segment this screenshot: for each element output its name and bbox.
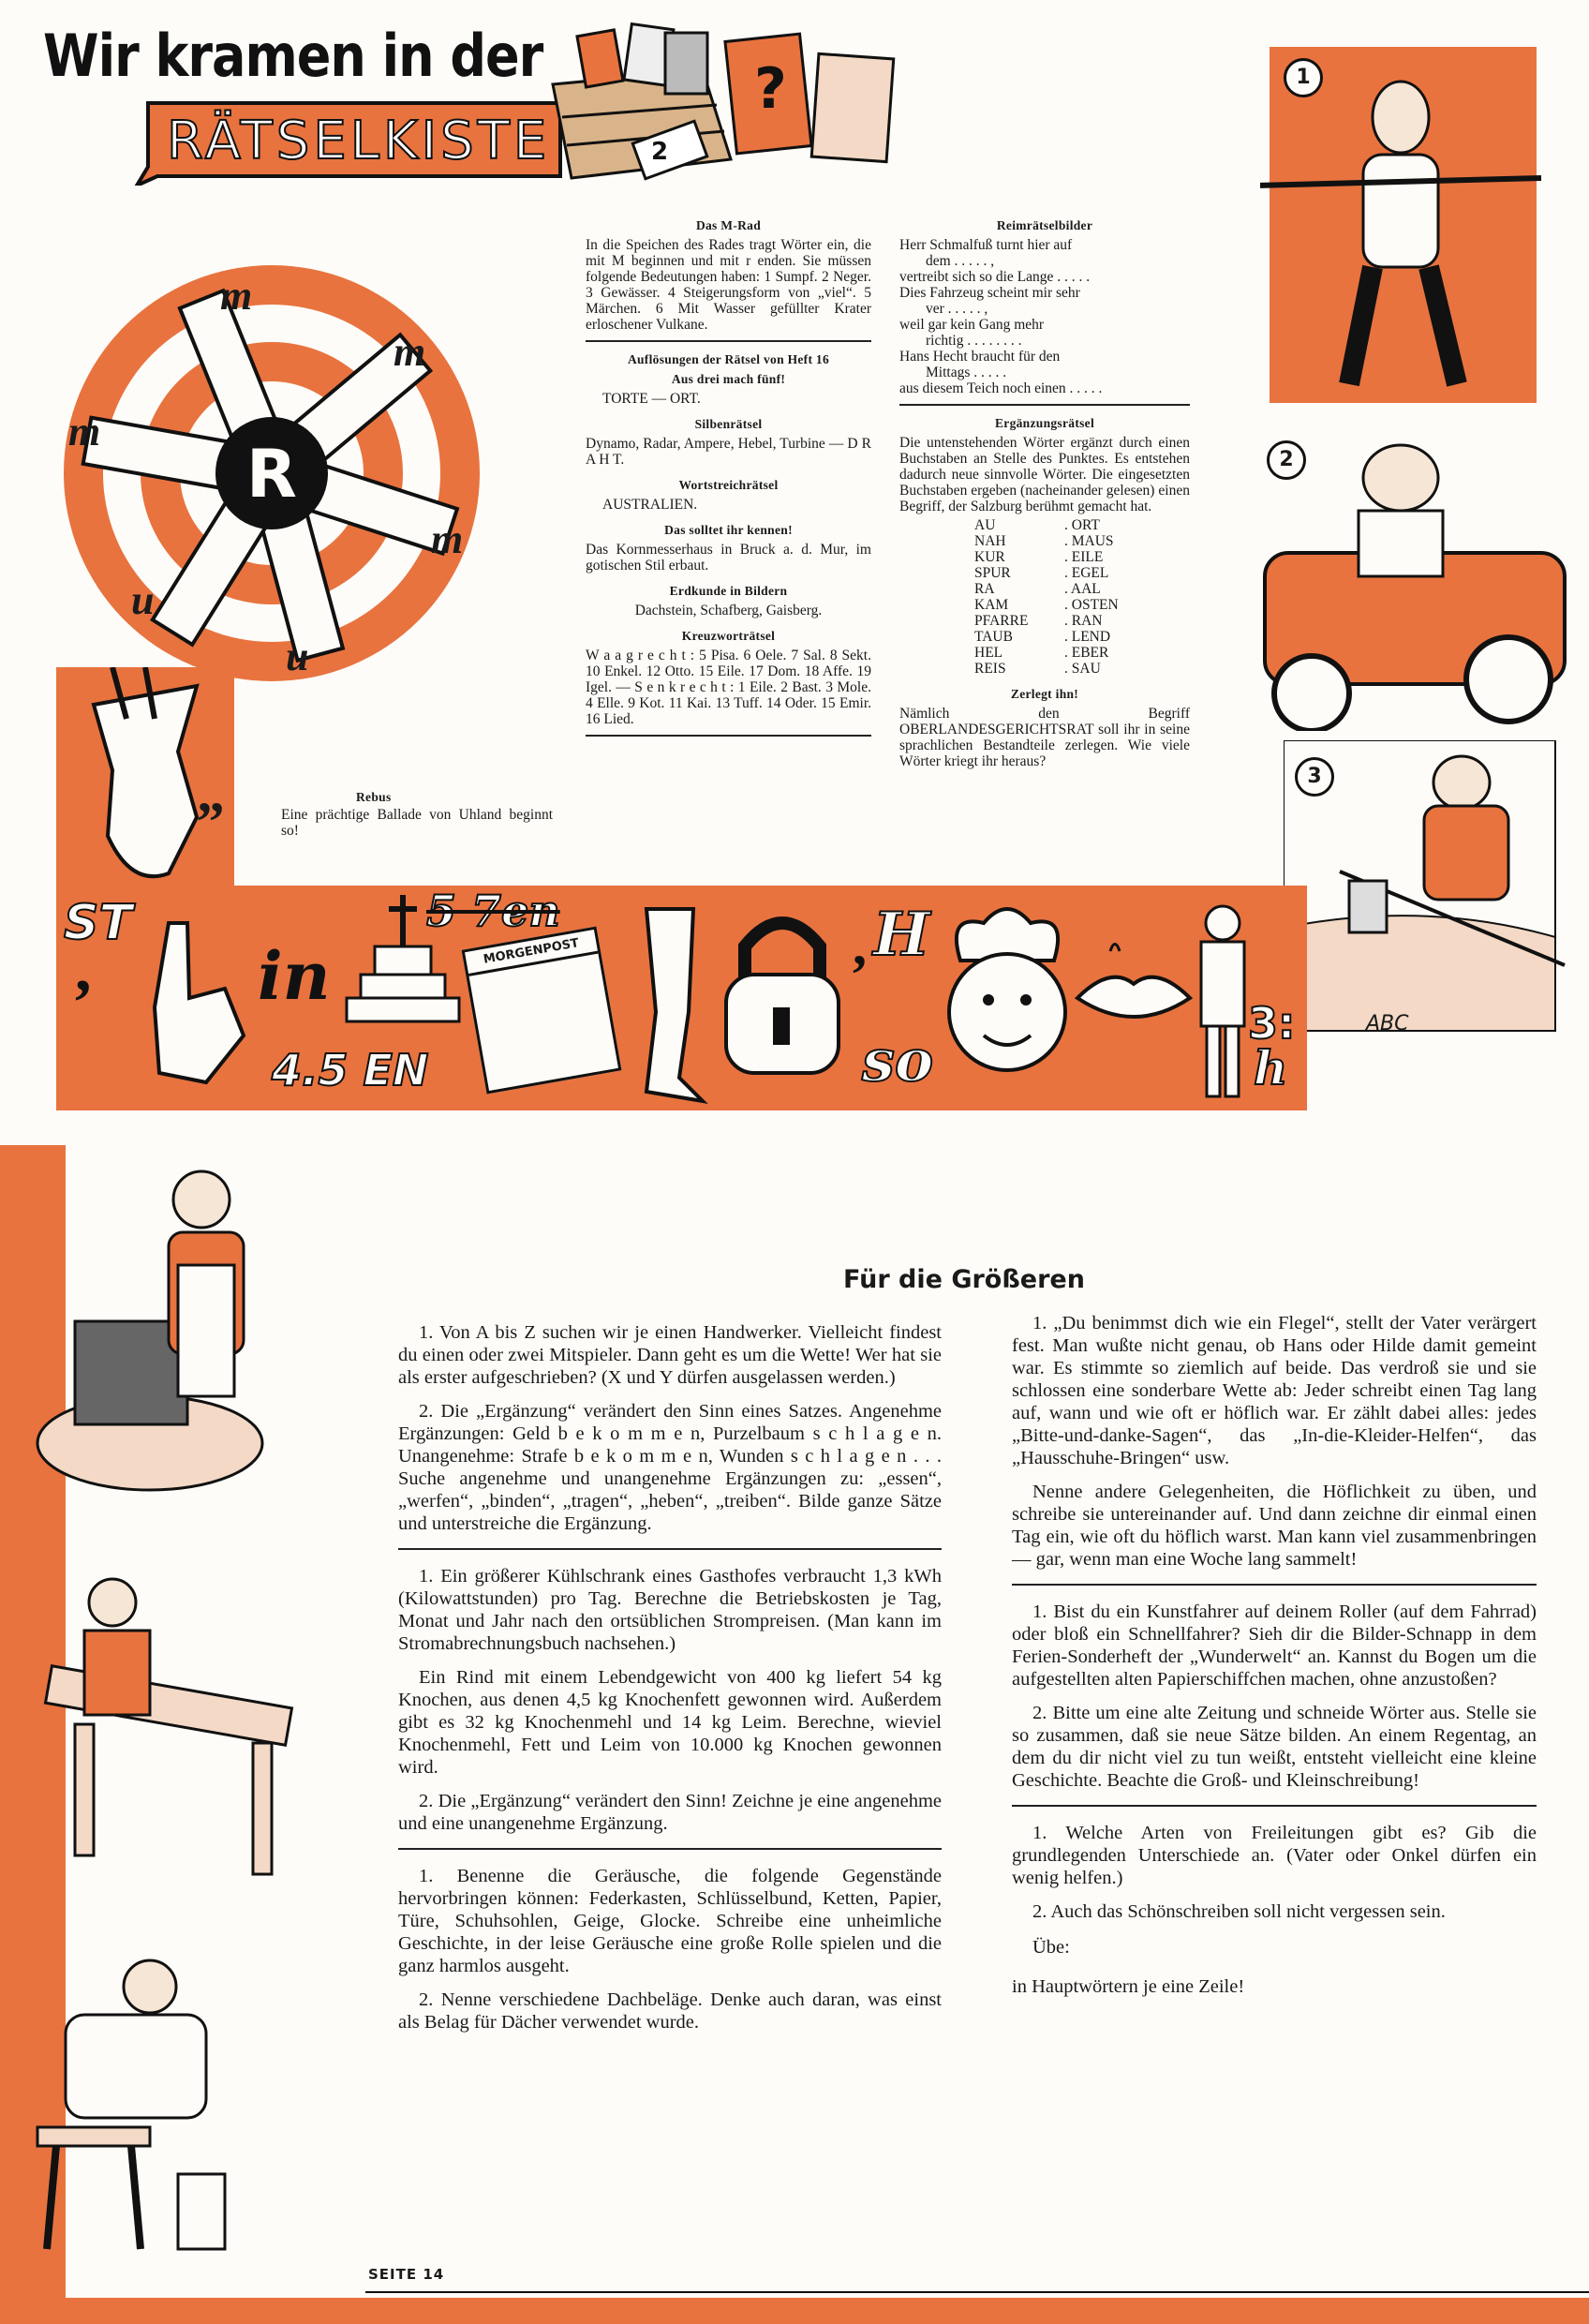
solution-text: AUSTRALIEN. [602,497,698,513]
rebus-glyph-so: so [862,1026,934,1095]
picture-label-3: 3 [1295,757,1334,797]
task-paragraph: 2. Auch das Schönschreiben soll nicht vergessen sein. [1032,1901,1446,1922]
svg-text:?: ? [754,56,787,122]
zerlegt-title: Zerlegt ihn! [1010,687,1079,701]
leg-icon [628,900,712,1106]
solution-title: Kreuzworträtsel [681,629,776,643]
rebus-glyph-h: H [873,900,930,970]
rebus-quote: „ [197,762,225,824]
task-block [398,1865,942,2034]
table-cell: . MAUS [1064,533,1114,549]
reim-line: aus diesem Teich noch einen . . . . . [899,380,1103,396]
page-number: SEITE 14 [368,2266,445,2283]
reim-line: ver . . . . . , [926,301,988,317]
task-paragraph: 2. Nenne verschiedene Dachbeläge. Denke auch daran, was einst als Belag für Dächer verwendet wurde. [398,1989,942,2033]
spoke-letter: u [131,577,155,623]
table-cell: TAUB [974,629,1013,645]
solution-title: Wortstreichrätsel [678,478,779,492]
rebus-donkey [56,667,234,892]
groessere-left-column [398,1321,942,2045]
zerlegt-text: Nämlich den Begriff OBERLANDESGERICHTSRAT soll ihr in seine sprachlichen Bestandteile zerlegen. Wie viele Wörter kriegt ihr heraus? [899,706,1190,769]
reim-line: Dies Fahrzeug scheint mir sehr [899,285,1080,301]
table-cell: REIS [974,661,1006,677]
table-cell: . SAU [1064,661,1101,677]
task-paragraph: in Hauptwörtern je eine Zeile! [1012,1976,1245,1997]
solutions-title: Auflösungen der Rätsel von Heft 16 [627,352,830,366]
spoke-letter: m [431,516,464,562]
table-cell: . OSTEN [1064,597,1119,613]
spoke-letter: m [68,409,101,454]
solution-text: Dynamo, Radar, Ampere, Hebel, Turbine — D R A H T. [586,436,871,468]
solution-text: TORTE — ORT. [602,391,701,407]
ergaenzung-table [974,517,1190,677]
picture-frame-3 [1284,740,1574,1059]
picture-label-2: 2 [1267,440,1306,480]
solution-text: Dachstein, Schafberg, Gaisberg. [634,603,823,618]
table-cell: . RAN [1064,613,1103,629]
picture-frame-1 [1260,37,1541,408]
task-paragraph: 2. Bitte um eine alte Zeitung und schneide Wörter aus. Stelle sie so zusammen, daß sie neue Sätze bilden. An einem Regentag, an dem du dir nicht viel zu tun weißt, entsteht vielleicht eine kleine Geschichte. Beachte die Groß- und Kleinschreibung! [1012,1703,1537,1791]
task-paragraph: 1. Bist du ein Kunstfahrer auf deinem Roller (auf dem Fahrrad) oder bloß ein Schnellfahrer? Sieh dir die Bilder-Schnapp in dem Ferien-Sonderheft der „Wunderwelt“ an. Kannst du Bogen um die aufgestellten alten Papierschiffchen machen, ohne anzustoßen? [1012,1601,1537,1690]
reim-line: vertreibt sich so die Lange . . . . . [899,269,1091,285]
newspaper-icon [462,927,622,1095]
divider [586,340,871,342]
hand-icon [141,914,253,1092]
reim-line: weil gar kein Gang mehr [899,317,1045,333]
table-cell: . ORT [1064,517,1100,533]
table-cell: . LEND [1064,629,1111,645]
rebus-glyph-formula: 3: [1248,998,1296,1049]
table-cell: . EGEL [1064,565,1109,581]
table-cell: . EILE [1064,549,1104,565]
rebus-caption [281,789,553,842]
task-block [398,1321,942,1535]
reim-line: Herr Schmalfuß turnt hier auf [899,237,1073,253]
spoke-letter: m [394,329,426,375]
rebus-strip [56,886,1307,1110]
mrad-title: Das M-Rad [695,218,762,232]
task-paragraph: 1. Von A bis Z suchen wir je einen Handwerker. Vielleicht findest du einen oder zwei Mitspieler. Dann geht es um die Wette! Wer hat sie als erster aufgeschrieben? (X und Y dürfen ausgelassen werden.) [398,1322,942,1388]
rebus-glyph-45en: 4.5 EN [272,1045,429,1095]
ergaenzung-text: Die untenstehenden Wörter ergänzt durch einen Buchstaben an Stelle des Punktes. Es entstehen dadurch neue sinnvolle Wörter. Die eingesetzten Buchstaben ergeben (nacheinander gelesen) einen Begriff, der Salzburg berühmt gemacht hat. [899,435,1190,514]
table-cell: KAM [974,597,1009,613]
task-paragraph: 2. Die „Ergänzung“ verändert den Sinn eines Satzes. Angenehme Ergänzungen: Geld b e k o m m e n, Purzelbaum s c h l a g e n. Unangenehme: Strafe b e k o m m e n, Wunden s c h l a g e n . . . Suche angenehme und unangenehme Ergänzungen zu: „essen“, „werfen“, „binden“, „tragen“, „heben“, „treiben“. Bilde ganze Sätze und unterstreiche die Ergänzung. [398,1401,942,1534]
picture-frame-2 [1246,412,1574,731]
m-rad-wheel [61,244,483,693]
table-cell: SPUR [974,565,1011,581]
divider [1012,1805,1537,1807]
ergaenzung-title: Ergänzungsrätsel [994,416,1095,430]
task-block [1012,1312,1537,1571]
solution-title: Erdkunde in Bildern [669,584,788,598]
footer-rule [365,2291,1589,2293]
newspaper-title: MORGENPOST [465,930,598,976]
header-line2: RÄTSELKISTE [167,111,551,171]
reim-line: Mittags . . . . . [926,365,1007,380]
header-banner [129,94,570,186]
table-cell: PFARRE [974,613,1029,629]
picture-signature: ABC [1366,1012,1409,1035]
lips-icon [1073,932,1195,1035]
crate-illustration [543,19,937,192]
header-title [39,21,564,189]
cook-face-icon [937,895,1077,1082]
task-paragraph: Nenne andere Gelegenheiten, die Höflichkeit zu üben, und schreibe sie untereinander auf. Und dann zeichne dir einmal einen Tag ein, wie oft du höflich warst. Man kann viel zusammenbringen — gar, wenn man eine Woche lang sammelt! [1012,1482,1537,1570]
rebus-glyph-comma: , [75,933,92,1006]
divider [586,735,871,737]
table-cell: . EBER [1064,645,1109,661]
rebus-glyph-st: ST [64,895,132,951]
rebus-title: Rebus [356,790,392,804]
picture-label-1: 1 [1284,58,1323,97]
task-paragraph: 1. Benenne die Geräusche, die folgende Gegenstände hervorbringen können: Federkasten, Schlüsselbund, Ketten, Papier, Türe, Schuhsohlen, Geige, Glocke. Schreibe eine unheimliche Geschichte, in der leise Geräusche eine große Rolle spielen und die ganz harmlos ausgeht. [398,1866,942,1976]
svg-text:2: 2 [651,138,669,166]
task-paragraph: Übe: [1032,1937,1070,1958]
solution-text: Das Kornmesserhaus in Bruck a. d. Mur, im gotischen Stil erbaut. [586,542,871,574]
divider [398,1848,942,1850]
table-cell: HEL [974,645,1003,661]
solution-title: Silbenrätsel [694,417,763,431]
task-paragraph: Ein Rind mit einem Lebendgewicht von 400 kg liefert 54 kg Knochen, aus denen 4,5 kg Knochenfett gewonnen wird. Außerdem gibt es 32 kg Knochenmehl und 14 kg Leim. Berechne, wieviel Knochenmehl, Fett und Leim von 10.000 kg Knochen gewonnen wird. [398,1667,942,1778]
groessere-right-column [1012,1312,1537,2009]
wheel-center-letter: R [246,436,297,513]
task-block [398,1565,942,1835]
rebus-text: Eine prächtige Ballade von Uhland beginnt so! [281,807,553,839]
divider [899,404,1190,406]
reim-line: Hans Hecht braucht für den [899,349,1061,365]
section-title: Für die Größeren [843,1265,1085,1294]
padlock-icon [712,904,853,1082]
task-paragraph: 2. Die „Ergänzung“ verändert den Sinn! Zeichne je eine angenehme und eine unangenehme Ergänzung. [398,1791,942,1834]
spoke-letter: m [220,273,253,319]
task-paragraph: 1. Welche Arten von Freileitungen gibt es? Gib die grundlegenden Unterschiede an. (Vater oder Onkel dürfen ein wenig helfen.) [1012,1823,1537,1888]
table-cell: RA [974,581,995,597]
table-cell: AU [974,517,996,533]
table-cell: . AAL [1064,581,1101,597]
solution-text: W a a g r e c h t : 5 Pisa. 6 Oele. 7 Sal. 8 Sekt. 10 Enkel. 12 Otto. 15 Eile. 17 Dom. 18 Affe. 19 Igel. — S e n k r e c h t : 1 Eile. 2 Bast. 3 Mole. 4 Elle. 9 Kot. 11 Kai. 13 Tuff. 14 Oder. 15 Emir. 16 Lied. [586,648,871,727]
solution-title: Aus drei mach fünf! [671,372,786,386]
task-paragraph: 1. „Du benimmst dich wie ein Flegel“, stellt der Vater verärgert fest. Man wußte nicht genau, ob Hans oder Hilde damit gemeint war. Es stimmte so ziemlich auf beide. Das verdroß sie und sie schlossen eine sonderbare Wette ab: Jeder schreibt einen Tag lang auf, wann und wie oft er höflich war. Er zählt dabei alles: jedes „Bitte-und-danke-Sagen“, das „In-die-Kleider-Helfen“, das „Hausschuhe-Bringen“ usw. [1012,1313,1537,1468]
column-reim-ergaenzung [899,217,1190,772]
reim-title: Reimrätselbilder [996,218,1093,232]
rebus-glyph-h2: h [1254,1040,1288,1095]
rebus-glyph-57en: 5 7en [426,886,560,936]
divider [1012,1584,1537,1586]
bottom-orange-bar [0,2298,1589,2324]
solution-title: Das solltet ihr kennen! [664,523,793,537]
task-block [1012,1601,1537,1792]
rebus-glyph-in: in [258,937,331,1015]
divider [398,1548,942,1550]
reim-line: dem . . . . . , [926,253,995,269]
table-cell: NAH [974,533,1006,549]
table-cell: KUR [974,549,1005,565]
spoke-letter: u [286,633,309,679]
column-mrad-solutions [586,217,871,744]
task-paragraph: 1. Ein größerer Kühlschrank eines Gasthofes verbraucht 1,3 kWh (Kilowattstunden) pro Tag. Berechne die Betriebskosten je Tag, Monat und Jahr nach den ortsüblichen Strompreisen. (Man kann im Stromabrechnungsbuch nachsehen.) [398,1566,942,1654]
task-block [1012,1822,1537,1998]
reim-line: richtig . . . . . . . . [926,333,1022,349]
rebus-glyph-comma: , [853,915,867,976]
header-line1: Wir kramen in der [43,22,543,90]
mrad-text: In die Speichen des Rades tragt Wörter ein, die mit M beginnen und mit r enden. Sie müssen folgende Bedeutungen haben: 1 Sumpf. 2 Neger. 3 Gewässer. 4 Steigerungsform von „viel“. 5 Märchen. 6 Mit Wasser gefüllter Krater erloschener Vulkane. [586,237,871,333]
craftsmen-illustration [19,1162,319,2277]
